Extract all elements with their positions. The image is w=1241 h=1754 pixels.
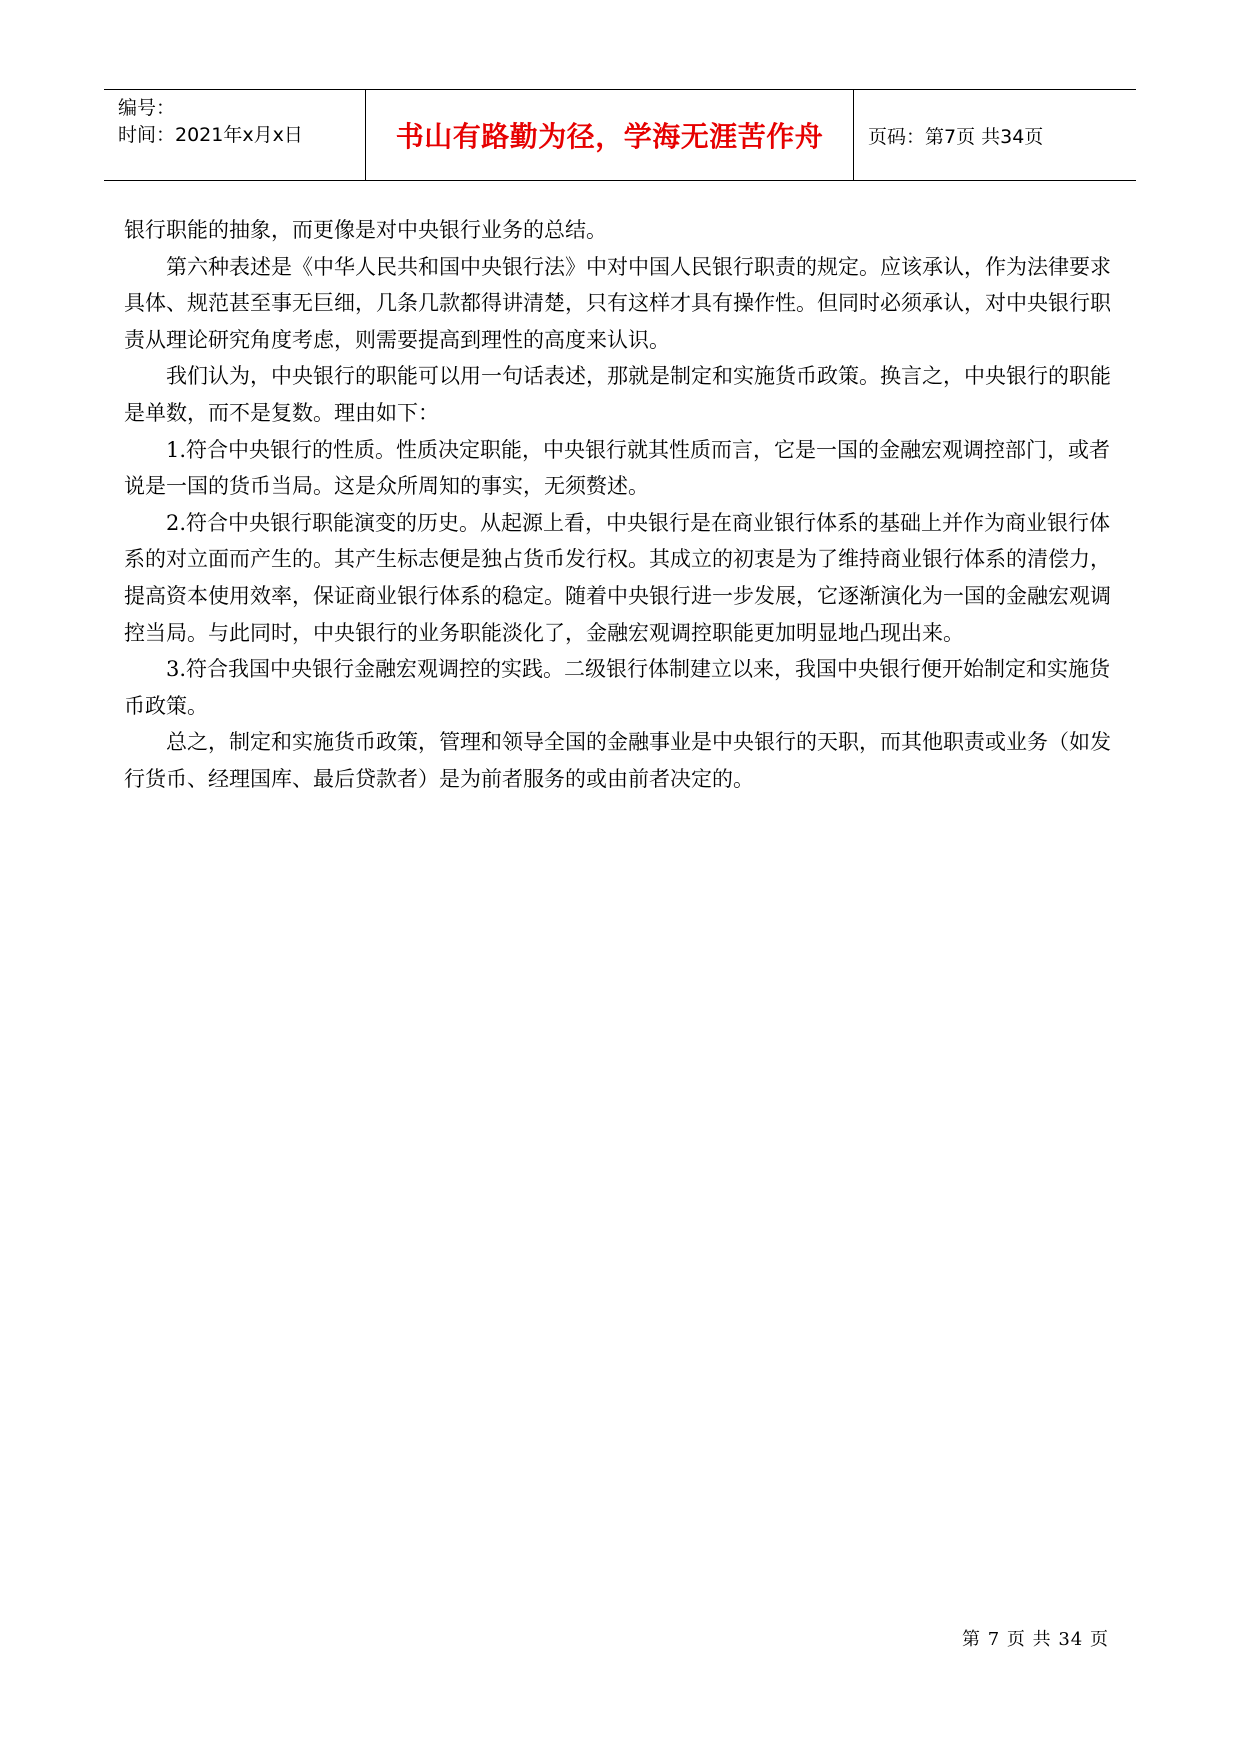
- document-body: [124, 212, 1124, 798]
- paragraph: 总之，制定和实施货币政策，管理和领导全国的金融事业是中央银行的天职，而其他职责或业务（如发行货币、经理国库、最后贷款者）是为前者服务的或由前者决定的。: [124, 730, 1111, 791]
- header-motto: 书山有路勤为径，学海无涯苦作舟: [366, 90, 854, 180]
- paragraph: 第六种表述是《中华人民共和国中央银行法》中对中国人民银行职责的规定。应该承认，作为法律要求具体、规范甚至事无巨细，几条几款都得讲清楚，只有这样才具有操作性。但同时必须承认，对中央银行职责从理论研究角度考虑，则需要提高到理性的高度来认识。: [124, 254, 1111, 352]
- page-footer-number: 第 7 页 共 34 页: [962, 1629, 1109, 1650]
- header-page-number: 页码：第7页 共34页: [868, 125, 1044, 148]
- page-header: [104, 89, 1136, 181]
- document-time-label: 时间：2021年x月x日: [118, 124, 303, 146]
- paragraph: 我们认为，中央银行的职能可以用一句话表述，那就是制定和实施货币政策。换言之，中央银行的职能是单数，而不是复数。理由如下：: [124, 364, 1111, 425]
- paragraph: 3.符合我国中央银行金融宏观调控的实践。二级银行体制建立以来，我国中央银行便开始制定和实施货币政策。: [124, 657, 1111, 718]
- paragraph: 银行职能的抽象，而更像是对中央银行业务的总结。: [124, 218, 607, 242]
- document-code-label: 编号：: [118, 97, 176, 119]
- paragraph: 2.符合中央银行职能演变的历史。从起源上看，中央银行是在商业银行体系的基础上并作为商业银行体系的对立面而产生的。其产生标志便是独占货币发行权。其成立的初衷是为了维持商业银行体系的清偿力，提高资本使用效率，保证商业银行体系的稳定。随着中央银行进一步发展，它逐渐演化为一国的金融宏观调控当局。与此同时，中央银行的业务职能淡化了，金融宏观调控职能更加明显地凸现出来。: [124, 510, 1111, 645]
- header-info-cell: [104, 90, 366, 180]
- paragraph: 1.符合中央银行的性质。性质决定职能，中央银行就其性质而言，它是一国的金融宏观调控部门，或者说是一国的货币当局。这是众所周知的事实，无须赘述。: [124, 437, 1111, 499]
